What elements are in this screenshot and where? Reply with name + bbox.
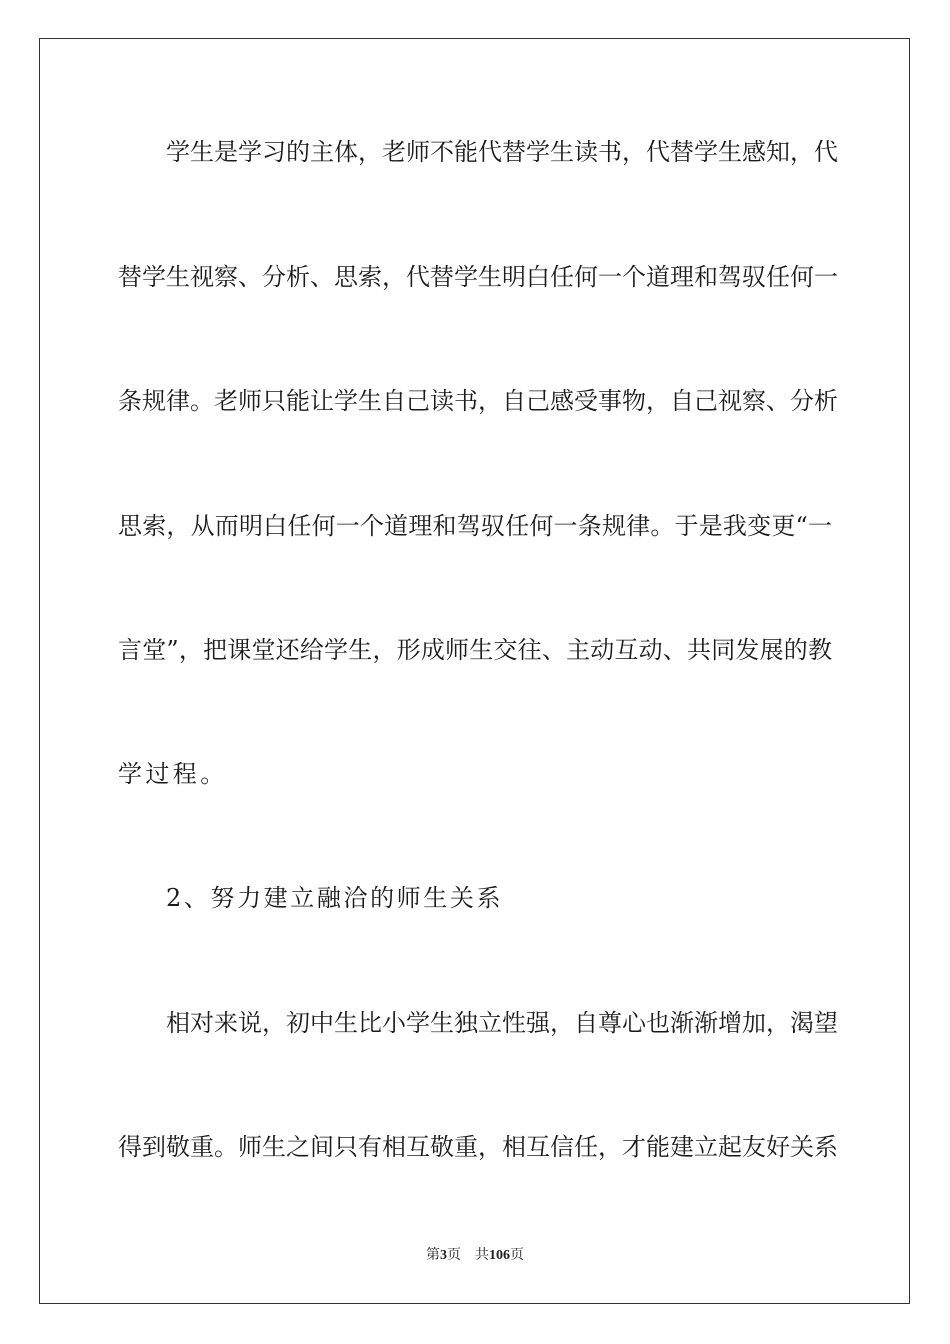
text-line: 思索，从而明白任何一个道理和驾驭任何一条规律。于是我变更“一 xyxy=(118,512,832,540)
text-line: 学生是学习的主体，老师不能代替学生读书，代替学生感知，代 xyxy=(166,138,838,166)
text-line: 得到敬重。师生之间只有相互敬重，相互信任，才能建立起友好关系 xyxy=(118,1133,838,1161)
page-footer xyxy=(0,1247,950,1265)
footer-page-suffix: 页 xyxy=(447,1248,461,1263)
text-line: 替学生视察、分析、思索，代替学生明白任何一个道理和驾驭任何一 xyxy=(118,263,838,291)
text-line: 学过程。 xyxy=(118,760,228,788)
footer-total-pages: 106 xyxy=(489,1248,510,1263)
text-line: 条规律。老师只能让学生自己读书，自己感受事物，自己视察、分析 xyxy=(118,387,838,415)
footer-total-suffix: 页 xyxy=(510,1248,524,1263)
page-border xyxy=(39,38,910,1304)
text-line: 言堂”，把课堂还给学生，形成师生交往、主动互动、共同发展的教 xyxy=(118,636,832,664)
footer-page-prefix: 第 xyxy=(426,1248,440,1263)
text-line: 相对来说，初中生比小学生独立性强，自尊心也渐渐增加，渴望 xyxy=(166,1009,838,1037)
footer-total-prefix: 共 xyxy=(475,1248,489,1263)
section-heading: 2、努力建立融洽的师生关系 xyxy=(166,884,504,912)
footer-page-number: 3 xyxy=(440,1248,447,1263)
